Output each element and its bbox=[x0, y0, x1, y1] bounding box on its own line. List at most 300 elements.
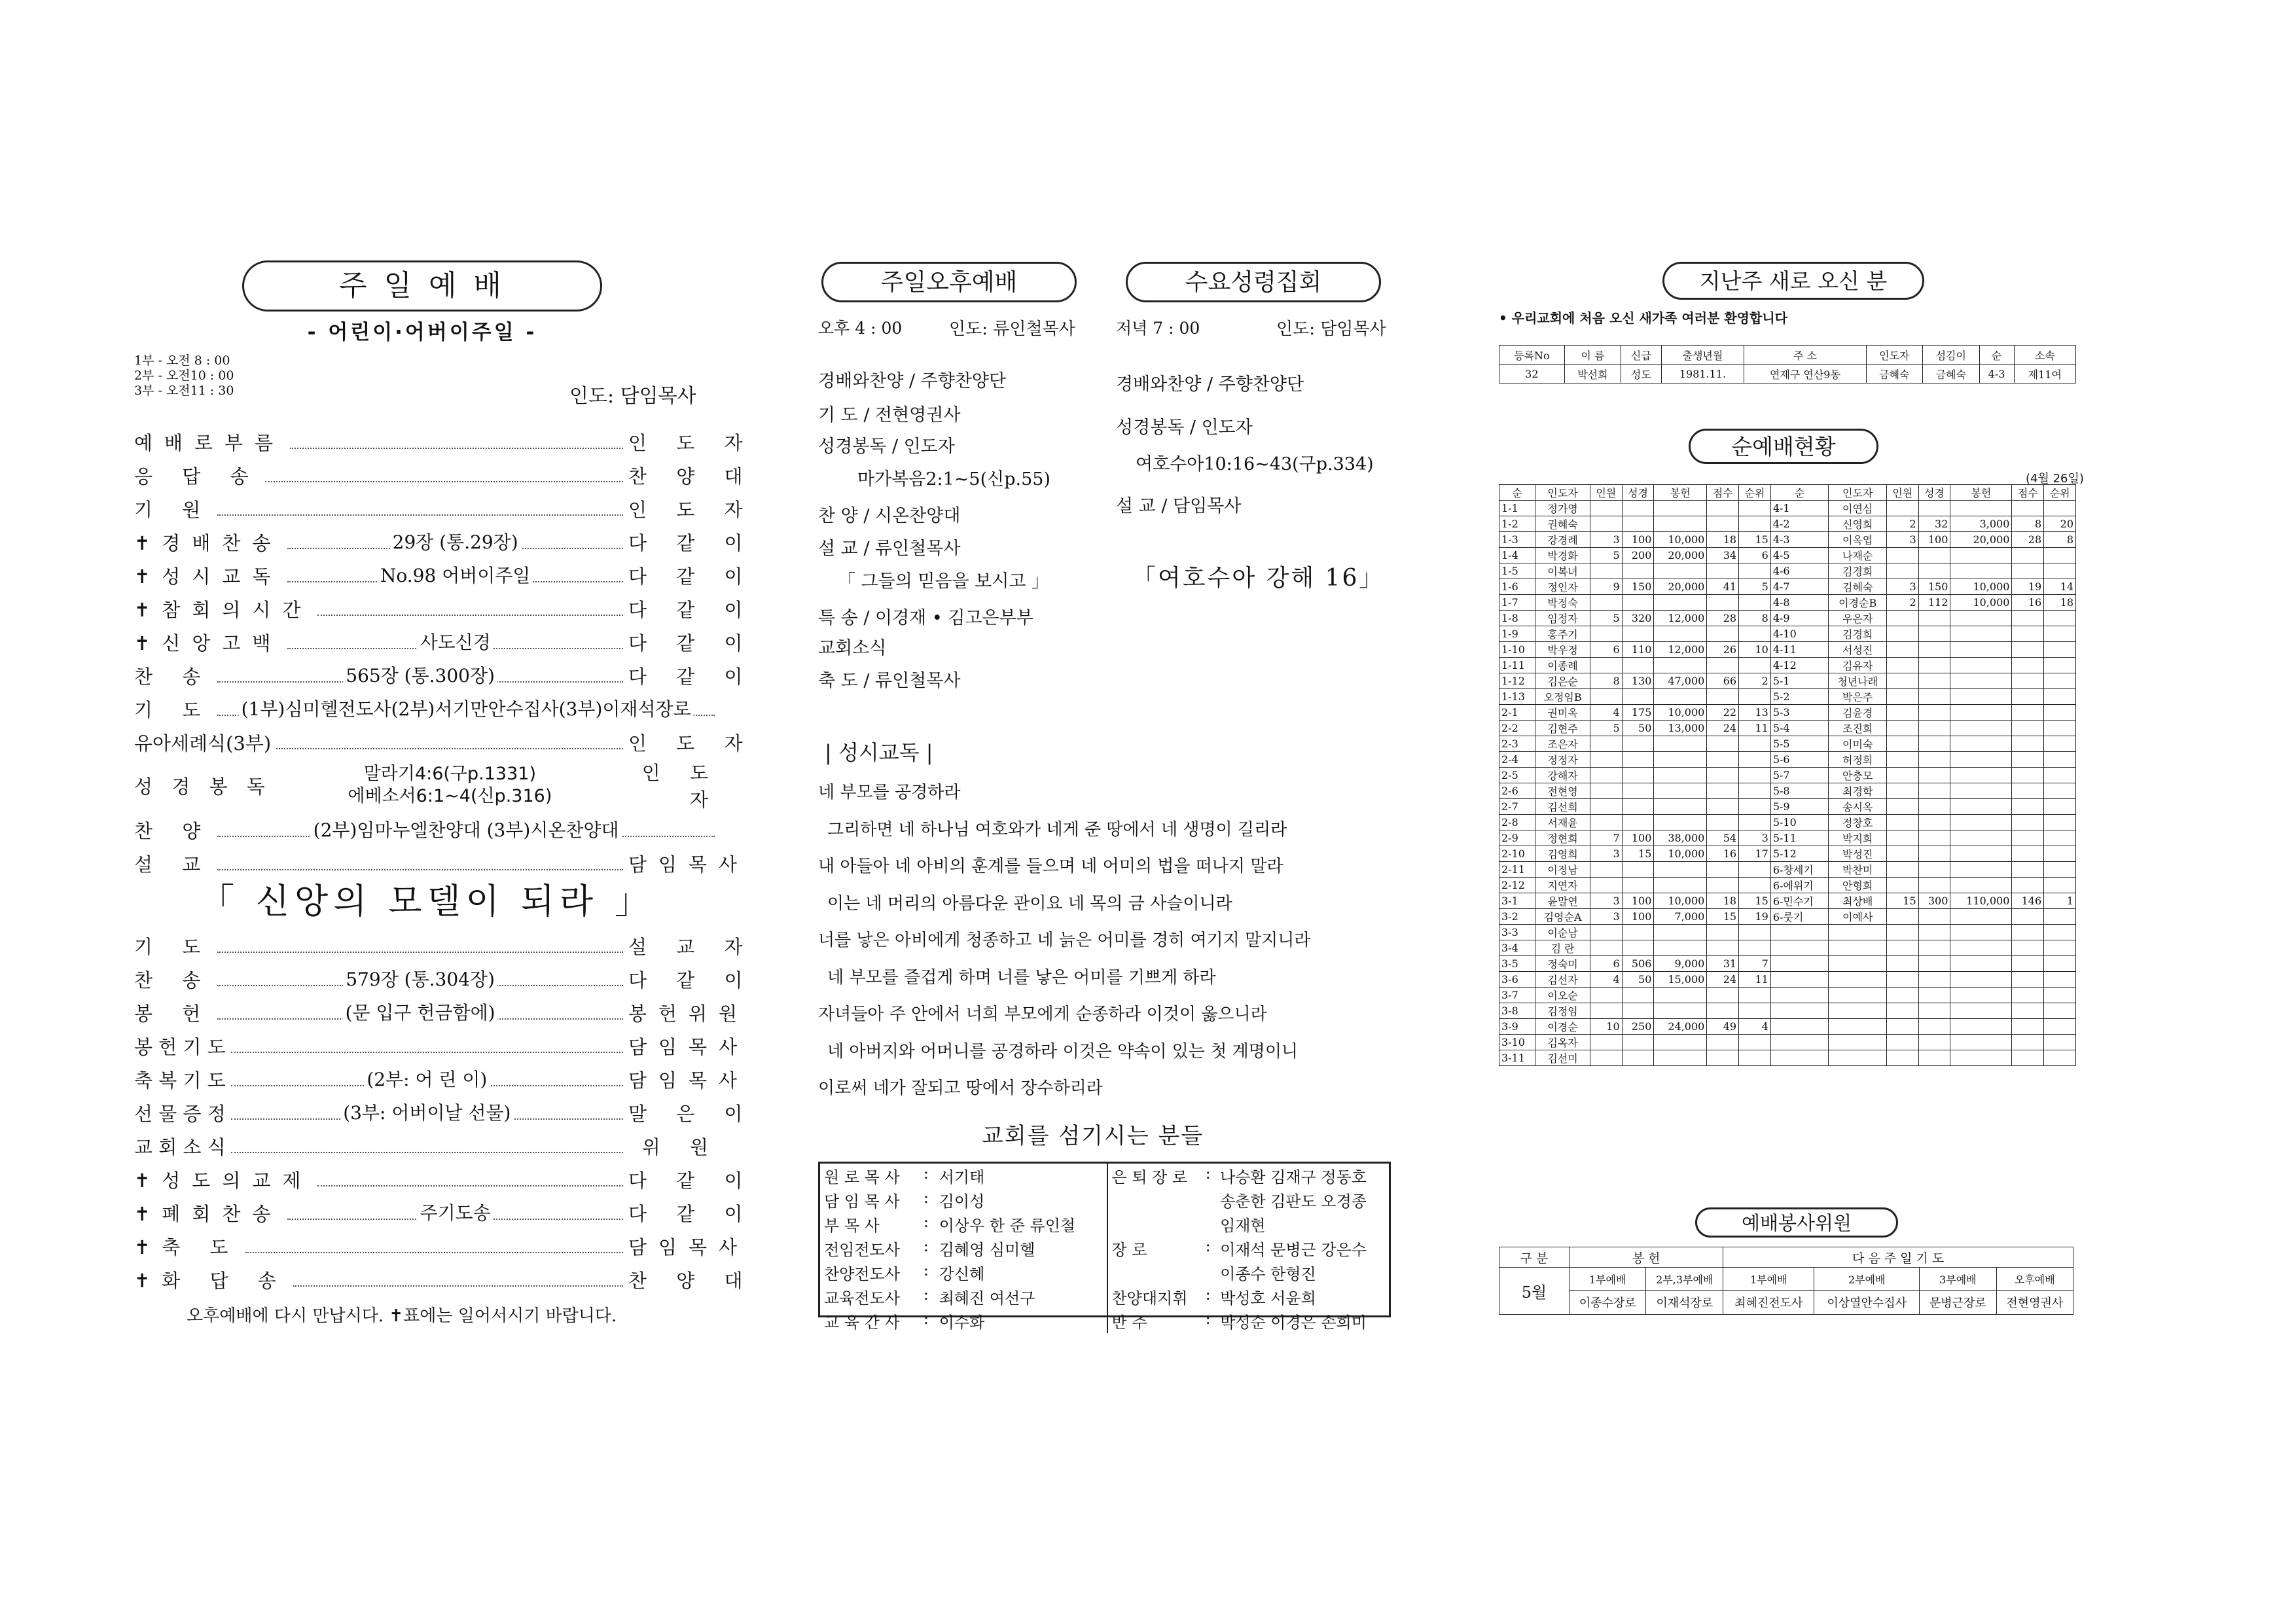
attendance-cell: 9 bbox=[1590, 579, 1622, 595]
dot-leader bbox=[231, 1102, 623, 1124]
attendance-cell bbox=[1739, 563, 1771, 579]
order-item-person: 위 원 bbox=[641, 1136, 720, 1158]
attendance-cell: 20 bbox=[2044, 516, 2076, 532]
attendance-cell: 김선자 bbox=[1535, 972, 1590, 988]
attendance-cell: 146 bbox=[2012, 893, 2044, 909]
attendance-cell bbox=[2044, 940, 2076, 956]
attendance-cell: 오정임B bbox=[1535, 689, 1590, 705]
newcomers-cell: 박선희 bbox=[1564, 365, 1621, 383]
order-item bbox=[134, 522, 755, 556]
attendance-cell bbox=[2012, 705, 2044, 721]
newcomers-cell: 금혜숙 bbox=[1923, 365, 1979, 383]
staff-names: 나승환 김재구 정동호 bbox=[1220, 1168, 1367, 1186]
attendance-cell: 이오순 bbox=[1535, 988, 1590, 1003]
table-row bbox=[1499, 642, 2076, 658]
attendance-cell: 4-9 bbox=[1770, 611, 1829, 626]
attendance-cell bbox=[1654, 783, 1707, 799]
table-row bbox=[1499, 721, 2076, 736]
order-item bbox=[134, 1260, 755, 1293]
attendance-cell bbox=[2012, 501, 2044, 516]
attendance-header-cell: 인도자 bbox=[1829, 485, 1886, 501]
attendance-cell bbox=[1622, 752, 1654, 768]
staff-row bbox=[820, 1236, 1107, 1260]
table-row bbox=[1499, 940, 2076, 956]
attendance-cell: 320 bbox=[1622, 611, 1654, 626]
sunday-service-title: 주 일 예 배 bbox=[242, 260, 602, 312]
dot-leader bbox=[217, 514, 623, 516]
attendance-cell bbox=[1886, 705, 1918, 721]
wednesday-sermon: 「여호수아 강해 16」 bbox=[1132, 565, 1385, 592]
staff-role: 교육전도사 bbox=[824, 1289, 900, 1308]
attendance-cell bbox=[1918, 846, 1950, 862]
staff-role: 반 주 bbox=[1111, 1313, 1147, 1332]
attendance-cell: 권미옥 bbox=[1535, 705, 1590, 721]
order-item-detail: (3부: 어버이날 선물) bbox=[340, 1099, 513, 1125]
attendance-cell bbox=[1654, 878, 1707, 893]
attendance-cell bbox=[2044, 1019, 2076, 1035]
attendance-cell bbox=[2044, 611, 2076, 626]
attendance-cell: 김유자 bbox=[1829, 658, 1886, 673]
order-of-worship-part1 bbox=[134, 422, 755, 756]
attendance-cell bbox=[1739, 1035, 1771, 1050]
attendance-cell bbox=[1886, 956, 1918, 972]
responsive-reading bbox=[818, 779, 1311, 1112]
attendance-cell bbox=[1654, 988, 1707, 1003]
attendance-cell: 2-11 bbox=[1499, 862, 1535, 878]
staff-role: 부 목 사 bbox=[824, 1217, 880, 1235]
attendance-cell bbox=[1622, 658, 1654, 673]
attendance-cell bbox=[1886, 752, 1918, 768]
attendance-cell bbox=[1886, 815, 1918, 830]
attendance-cell: 50 bbox=[1622, 721, 1654, 736]
attendance-cell bbox=[1770, 940, 1829, 956]
order-item bbox=[134, 455, 755, 489]
attendance-cell bbox=[2012, 736, 2044, 752]
attendance-cell: 3 bbox=[1739, 830, 1771, 846]
attendance-cell: 2-3 bbox=[1499, 736, 1535, 752]
staff-row bbox=[1108, 1285, 1390, 1309]
attendance-cell bbox=[1622, 925, 1654, 940]
attendance-cell: 3-4 bbox=[1499, 940, 1535, 956]
attendance-cell: 1-11 bbox=[1499, 658, 1535, 673]
table-row bbox=[1499, 768, 2076, 783]
attendance-cell: 김윤경 bbox=[1829, 705, 1886, 721]
order-item-label: ✝축 도 bbox=[134, 1236, 240, 1258]
attendance-cell bbox=[1886, 736, 1918, 752]
order-item-detail: 주기도송 bbox=[418, 1199, 493, 1225]
attendance-cell bbox=[1950, 1050, 2012, 1066]
attendance-cell: 4-10 bbox=[1770, 626, 1829, 642]
staff-names: 임재현 bbox=[1220, 1217, 1266, 1235]
attendance-cell: 4-5 bbox=[1770, 548, 1829, 563]
attendance-cell bbox=[1918, 815, 1950, 830]
attendance-cell bbox=[1950, 705, 2012, 721]
attendance-cell: 5-12 bbox=[1770, 846, 1829, 862]
order-item-label: 축 복 기 도 bbox=[134, 1069, 226, 1092]
staff-names: 강신혜 bbox=[939, 1265, 985, 1283]
attendance-cell bbox=[1918, 658, 1950, 673]
table-row bbox=[1499, 988, 2076, 1003]
service-committee-title: 예배봉사위원 bbox=[1695, 1207, 1898, 1238]
attendance-cell bbox=[1886, 972, 1918, 988]
attendance-cell: 박찬미 bbox=[1829, 862, 1886, 878]
attendance-cell bbox=[1654, 626, 1707, 642]
order-item-detail: 29장 (통.29장) bbox=[390, 528, 521, 554]
order-item bbox=[134, 1060, 749, 1093]
attendance-cell bbox=[1950, 563, 2012, 579]
order-item-person: 설 교 자 bbox=[628, 936, 755, 958]
attendance-cell: 150 bbox=[1622, 579, 1654, 595]
afternoon-order: 경배와찬양 / 주향찬양단 기 도 / 전현영권사 성경봉독 / 인도자 마가복음2:1~5(신p.55) 찬 양 / 시온찬양대 설 교 / 류인철목사 「 그들의 믿음을 보시고 」 특 송 / 이경재 • 김고은부부 교회소식 축 도 / 류인철목사 bbox=[818, 371, 1050, 691]
staff-role: 찬양전도사 bbox=[824, 1265, 900, 1283]
attendance-cell: 18 bbox=[2044, 595, 2076, 611]
attendance-cell: 5-4 bbox=[1770, 721, 1829, 736]
attendance-cell bbox=[1950, 736, 2012, 752]
attendance-cell: 2-2 bbox=[1499, 721, 1535, 736]
staff-separator: : bbox=[923, 1261, 929, 1279]
attendance-cell bbox=[1622, 1035, 1654, 1050]
attendance-cell: 14 bbox=[2044, 579, 2076, 595]
order-item bbox=[134, 959, 755, 993]
table-row bbox=[1499, 626, 2076, 642]
attendance-cell: 3,000 bbox=[1950, 516, 2012, 532]
attendance-cell bbox=[2044, 799, 2076, 815]
table-row bbox=[1499, 783, 2076, 799]
table-row bbox=[1499, 972, 2076, 988]
sunday-leader: 인도: 담임목사 bbox=[569, 385, 696, 408]
attendance-cell bbox=[1918, 626, 1950, 642]
attendance-cell bbox=[2012, 1050, 2044, 1066]
attendance-cell: 110 bbox=[1622, 642, 1654, 658]
attendance-cell: 2-9 bbox=[1499, 830, 1535, 846]
attendance-cell: 8 bbox=[1590, 673, 1622, 689]
attendance-cell bbox=[2012, 721, 2044, 736]
attendance-cell bbox=[1707, 925, 1739, 940]
attendance-cell bbox=[1590, 815, 1622, 830]
attendance-cell: 이종례 bbox=[1535, 658, 1590, 673]
staff-row bbox=[1108, 1188, 1390, 1212]
attendance-cell: 5 bbox=[1590, 721, 1622, 736]
attendance-cell bbox=[2012, 909, 2044, 925]
attendance-cell: 20,000 bbox=[1950, 532, 2012, 548]
attendance-cell: 5-9 bbox=[1770, 799, 1829, 815]
attendance-cell: 정가영 bbox=[1535, 501, 1590, 516]
attendance-cell: 1-5 bbox=[1499, 563, 1535, 579]
reading-line: 자녀들아 주 안에서 너희 부모에게 순종하라 이것이 옳으니라 bbox=[818, 1005, 1267, 1024]
attendance-cell: 윤말연 bbox=[1535, 893, 1590, 909]
attendance-cell bbox=[1950, 799, 2012, 815]
staff-names: 이상우 한 준 류인철 bbox=[939, 1217, 1076, 1235]
attendance-cell bbox=[1739, 516, 1771, 532]
attendance-cell: 2 bbox=[1886, 516, 1918, 532]
attendance-cell bbox=[1654, 925, 1707, 940]
attendance-cell bbox=[2044, 752, 2076, 768]
table-row bbox=[1499, 799, 2076, 815]
order-item-detail: (2부)임마누엘찬양대 (3부)시온찬양대 bbox=[311, 816, 622, 842]
attendance-cell bbox=[1707, 940, 1739, 956]
attendance-cell: 28 bbox=[2012, 532, 2044, 548]
attendance-cell bbox=[1739, 862, 1771, 878]
attendance-cell bbox=[1622, 501, 1654, 516]
attendance-cell: 13,000 bbox=[1654, 721, 1707, 736]
attendance-cell bbox=[1886, 548, 1918, 563]
attendance-cell bbox=[1950, 1019, 2012, 1035]
attendance-cell: 박우정 bbox=[1535, 642, 1590, 658]
attendance-cell bbox=[1707, 626, 1739, 642]
attendance-cell bbox=[1622, 799, 1654, 815]
newcomers-cell: 32 bbox=[1499, 365, 1565, 383]
attendance-cell bbox=[2044, 673, 2076, 689]
attendance-cell: 19 bbox=[2012, 579, 2044, 595]
attendance-cell bbox=[1739, 1050, 1771, 1066]
attendance-cell: 66 bbox=[1707, 673, 1739, 689]
attendance-cell bbox=[1950, 721, 2012, 736]
reading-line: 네 아버지와 어머니를 공경하라 이것은 약속이 있는 첫 계명이니 bbox=[827, 1041, 1299, 1061]
dot-leader bbox=[293, 1285, 623, 1287]
attendance-cell: 4 bbox=[1739, 1019, 1771, 1035]
reading-line: 이는 네 머리의 아름다운 관이요 네 목의 금 사슬이니라 bbox=[827, 893, 1232, 914]
newcomers-header-cell: 인도자 bbox=[1866, 346, 1922, 365]
table-row bbox=[1499, 516, 2076, 532]
attendance-cell bbox=[2044, 783, 2076, 799]
attendance-cell bbox=[1590, 862, 1622, 878]
order-item-label: 기 도 bbox=[134, 699, 213, 721]
attendance-cell: 10 bbox=[1739, 642, 1771, 658]
table-row bbox=[1499, 893, 2076, 909]
staff-role: 찬양대지휘 bbox=[1111, 1289, 1188, 1308]
staff-separator: : bbox=[923, 1310, 929, 1328]
attendance-cell: 권혜숙 bbox=[1535, 516, 1590, 532]
attendance-cell bbox=[2012, 563, 2044, 579]
newcomers-cell: 4-3 bbox=[1979, 365, 2014, 383]
order-item bbox=[134, 589, 755, 622]
order-item bbox=[134, 810, 720, 844]
order-item-person: 다 같 이 bbox=[628, 666, 755, 688]
attendance-cell bbox=[2044, 862, 2076, 878]
attendance-cell bbox=[1622, 878, 1654, 893]
order-item-detail: (1부)심미헬전도사(2부)서기만안수집사(3부)이재석장로 bbox=[239, 695, 694, 721]
attendance-cell: 5-10 bbox=[1770, 815, 1829, 830]
attendance-cell bbox=[1739, 626, 1771, 642]
attendance-cell: 31 bbox=[1707, 956, 1739, 972]
attendance-cell bbox=[1707, 1035, 1739, 1050]
attendance-cell bbox=[1918, 642, 1950, 658]
attendance-cell bbox=[2012, 658, 2044, 673]
attendance-cell bbox=[1918, 501, 1950, 516]
attendance-cell bbox=[2044, 1050, 2076, 1066]
attendance-cell: 김선미 bbox=[1535, 1050, 1590, 1066]
attendance-cell bbox=[1918, 988, 1950, 1003]
attendance-cell: 17 bbox=[1739, 846, 1771, 862]
table-row bbox=[1499, 563, 2076, 579]
attendance-cell bbox=[1707, 988, 1739, 1003]
order-item-person: 다 같 이 bbox=[628, 532, 755, 554]
staff-right-table bbox=[1108, 1164, 1390, 1333]
attendance-cell: 김영희 bbox=[1535, 846, 1590, 862]
table-row bbox=[1499, 579, 2076, 595]
dot-leader bbox=[217, 819, 715, 841]
staff-role: 장 로 bbox=[1111, 1241, 1147, 1259]
table-row bbox=[1499, 736, 2076, 752]
staff-role bbox=[1108, 1188, 1202, 1212]
attendance-cell: 1-1 bbox=[1499, 501, 1535, 516]
attendance-cell bbox=[1950, 972, 2012, 988]
attendance-cell bbox=[1590, 878, 1622, 893]
newcomers-header-cell: 등록No bbox=[1499, 346, 1565, 365]
staff-role: 전임전도사 bbox=[824, 1241, 900, 1259]
dot-leader bbox=[317, 1185, 623, 1186]
attendance-cell bbox=[2044, 909, 2076, 925]
scripture-reading-row: 성 경 봉 독 말라기4:6(구p.1331) 에베소서6:1~4(신p.316) 인 도 자 bbox=[134, 762, 720, 811]
staff-box bbox=[818, 1162, 1391, 1332]
attendance-cell bbox=[1950, 689, 2012, 705]
attendance-cell bbox=[2044, 815, 2076, 830]
attendance-cell: 김옥자 bbox=[1535, 1035, 1590, 1050]
attendance-cell: 506 bbox=[1622, 956, 1654, 972]
attendance-cell bbox=[1886, 783, 1918, 799]
attendance-cell bbox=[1654, 752, 1707, 768]
attendance-cell bbox=[1829, 956, 1886, 972]
order-item-label: ✝경배찬송 bbox=[134, 532, 283, 554]
attendance-cell bbox=[1918, 721, 1950, 736]
attendance-cell: 11 bbox=[1739, 721, 1771, 736]
attendance-cell bbox=[1739, 925, 1771, 940]
order-item-person: 담임목사 bbox=[628, 1069, 749, 1092]
afternoon-leader: 인도: 류인철목사 bbox=[949, 319, 1075, 339]
attendance-cell bbox=[1918, 705, 1950, 721]
attendance-cell: 4 bbox=[1590, 972, 1622, 988]
attendance-cell bbox=[1654, 563, 1707, 579]
attendance-cell bbox=[1918, 925, 1950, 940]
attendance-cell bbox=[2012, 642, 2044, 658]
attendance-cell bbox=[1950, 1003, 2012, 1019]
attendance-cell bbox=[1886, 626, 1918, 642]
attendance-cell: 7 bbox=[1739, 956, 1771, 972]
attendance-cell: 15 bbox=[1739, 532, 1771, 548]
attendance-cell bbox=[2012, 988, 2044, 1003]
attendance-cell: 3 bbox=[1590, 893, 1622, 909]
attendance-cell: 12,000 bbox=[1654, 642, 1707, 658]
attendance-cell bbox=[1707, 1050, 1739, 1066]
staff-left-table bbox=[820, 1164, 1108, 1333]
attendance-cell bbox=[1829, 925, 1886, 940]
staff-role: 담 임 목 사 bbox=[824, 1192, 900, 1211]
attendance-cell: 5 bbox=[1739, 579, 1771, 595]
staff-names: 이수화 bbox=[939, 1313, 985, 1332]
staff-role: 교 육 간 사 bbox=[824, 1313, 900, 1332]
attendance-header-cell: 순 bbox=[1499, 485, 1535, 501]
attendance-cell bbox=[1622, 862, 1654, 878]
attendance-cell bbox=[2044, 689, 2076, 705]
attendance-cell bbox=[1654, 658, 1707, 673]
attendance-header-cell: 인원 bbox=[1886, 485, 1918, 501]
attendance-cell bbox=[1739, 752, 1771, 768]
attendance-cell: 10,000 bbox=[1654, 893, 1707, 909]
attendance-cell: 6-에위기 bbox=[1770, 878, 1829, 893]
attendance-cell bbox=[1622, 940, 1654, 956]
attendance-cell: 4-12 bbox=[1770, 658, 1829, 673]
attendance-cell: 임정자 bbox=[1535, 611, 1590, 626]
newcomers-title: 지난주 새로 오신 분 bbox=[1662, 262, 1924, 300]
attendance-cell: 송시옥 bbox=[1829, 799, 1886, 815]
attendance-cell bbox=[1590, 768, 1622, 783]
staff-separator: : bbox=[923, 1213, 929, 1231]
attendance-cell: 허정희 bbox=[1829, 752, 1886, 768]
staff-role bbox=[1108, 1260, 1202, 1285]
attendance-cell: 서성진 bbox=[1829, 642, 1886, 658]
attendance-cell bbox=[1918, 689, 1950, 705]
attendance-cell: 100 bbox=[1918, 532, 1950, 548]
staff-names: 이종수 한형진 bbox=[1220, 1265, 1316, 1283]
attendance-cell bbox=[1770, 1019, 1829, 1035]
attendance-cell: 안형희 bbox=[1829, 878, 1886, 893]
table-row bbox=[1499, 878, 2076, 893]
order-item bbox=[134, 722, 755, 756]
attendance-cell bbox=[1918, 909, 1950, 925]
attendance-cell bbox=[1950, 548, 2012, 563]
order-item bbox=[134, 622, 755, 656]
order-item bbox=[134, 1093, 755, 1126]
table-row bbox=[1499, 752, 2076, 768]
attendance-cell bbox=[1654, 516, 1707, 532]
staff-names: 박성호 서윤희 bbox=[1220, 1289, 1316, 1308]
staff-separator: : bbox=[1205, 1310, 1211, 1328]
order-item-detail: (2부: 어 린 이) bbox=[364, 1065, 490, 1092]
attendance-cell: 5-5 bbox=[1770, 736, 1829, 752]
attendance-cell bbox=[1707, 768, 1739, 783]
attendance-cell: 4-8 bbox=[1770, 595, 1829, 611]
attendance-cell bbox=[1622, 768, 1654, 783]
attendance-cell: 20,000 bbox=[1654, 548, 1707, 563]
attendance-cell: 박정숙 bbox=[1535, 595, 1590, 611]
attendance-cell bbox=[1886, 909, 1918, 925]
attendance-cell bbox=[1707, 516, 1739, 532]
staff-names: 최혜진 여선구 bbox=[939, 1289, 1035, 1308]
attendance-cell: 이미숙 bbox=[1829, 736, 1886, 752]
staff-names: 김이성 bbox=[939, 1192, 985, 1211]
attendance-cell: 5 bbox=[1590, 611, 1622, 626]
attendance-cell: 1-13 bbox=[1499, 689, 1535, 705]
attendance-cell bbox=[1950, 862, 2012, 878]
attendance-cell: 우은자 bbox=[1829, 611, 1886, 626]
order-item-person: 담임목사 bbox=[628, 1036, 749, 1058]
attendance-cell bbox=[2012, 1019, 2044, 1035]
attendance-cell bbox=[1950, 673, 2012, 689]
attendance-cell bbox=[2012, 972, 2044, 988]
attendance-cell: 10,000 bbox=[1654, 532, 1707, 548]
staff-row bbox=[1108, 1260, 1390, 1285]
table-row bbox=[1499, 705, 2076, 721]
table-row bbox=[1499, 532, 2076, 548]
attendance-cell bbox=[1918, 783, 1950, 799]
attendance-cell bbox=[1739, 768, 1771, 783]
attendance-cell bbox=[1622, 783, 1654, 799]
attendance-cell bbox=[1590, 783, 1622, 799]
attendance-cell: 김선희 bbox=[1535, 799, 1590, 815]
dot-leader bbox=[217, 868, 623, 870]
attendance-cell bbox=[1829, 972, 1886, 988]
attendance-cell: 6-창세기 bbox=[1770, 862, 1829, 878]
attendance-cell: 김혜숙 bbox=[1829, 579, 1886, 595]
attendance-cell: 3-11 bbox=[1499, 1050, 1535, 1066]
attendance-cell bbox=[1950, 909, 2012, 925]
attendance-cell: 조은자 bbox=[1535, 736, 1590, 752]
attendance-cell bbox=[2012, 862, 2044, 878]
attendance-cell: 3 bbox=[1590, 532, 1622, 548]
table-row bbox=[1499, 501, 2076, 516]
staff-names: 김혜영 심미헬 bbox=[939, 1241, 1035, 1259]
attendance-cell: 7 bbox=[1590, 830, 1622, 846]
